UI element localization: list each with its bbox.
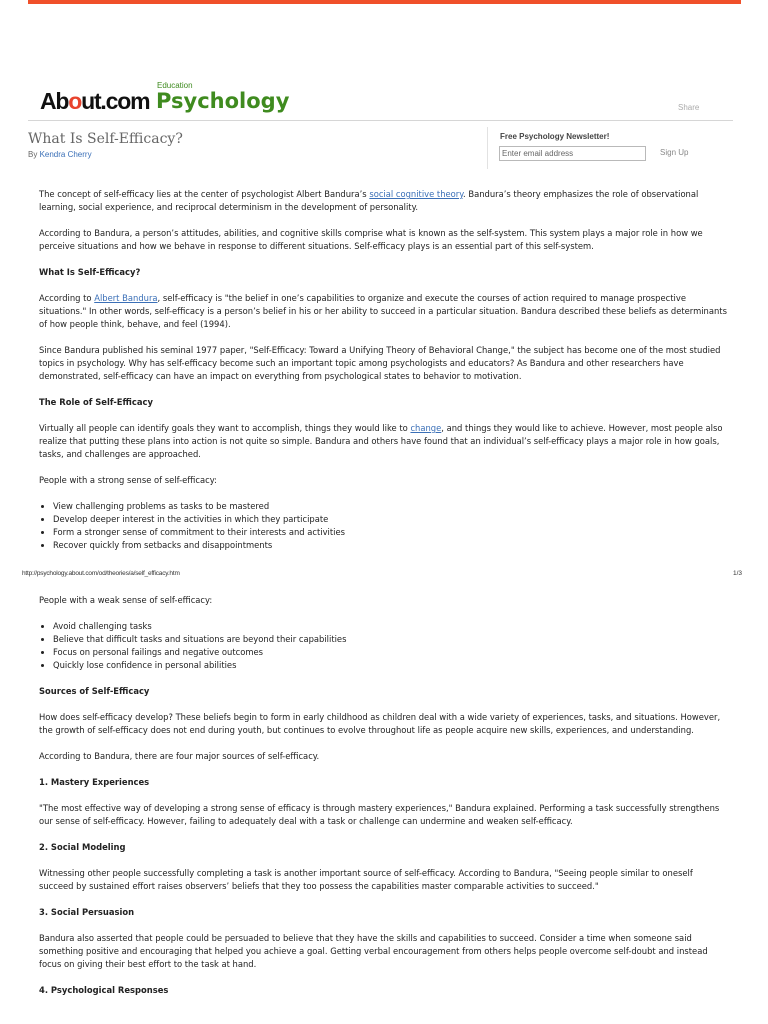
list-item: • Form a stronger sense of commitment to their interests and activities: [53, 526, 729, 539]
paragraph: According to Albert Bandura, self-efficacy is "the belief in one’s capabilities to organize and execute the courses of action required to manage prospective situations." In other words, self-efficacy is a person’s belief in his or her ability to succeed in a particular situation. Bandura described these beliefs as determinants of how people think, behave, and feel (1994).: [39, 293, 727, 329]
social-cognitive-theory-link[interactable]: social cognitive theory: [369, 189, 464, 199]
list-item: • Quickly lose confidence in personal abilities: [53, 659, 729, 672]
list-item: • Believe that difficult tasks and situations are beyond their capabilities: [53, 633, 729, 646]
strong-efficacy-list: [39, 500, 729, 552]
paragraph: People with a weak sense of self-efficacy:: [39, 595, 213, 605]
paragraph: People with a strong sense of self-efficacy:: [39, 475, 217, 485]
change-link[interactable]: change: [410, 423, 442, 433]
education-label: Education: [157, 81, 193, 90]
newsletter-divider: [487, 127, 488, 169]
section-heading: 1. Mastery Experiences: [39, 777, 150, 787]
section-heading: What Is Self-Efficacy?: [39, 267, 141, 277]
article-body-part-1: [39, 188, 729, 565]
email-field[interactable]: [499, 146, 646, 161]
list-item: • Focus on personal failings and negative outcomes: [53, 646, 729, 659]
list-item: • Recover quickly from setbacks and disappointments: [53, 539, 729, 552]
paragraph: Bandura also asserted that people could be persuaded to believe that they have the skills and capabilities to succeed. Consider a time when someone said something positive and encouraging that helped you achieve a goal. Getting verbal encouragement from others helps people overcome self-doubt and instead focus on giving their best effort to the task at hand.: [39, 933, 708, 969]
psychology-section-label: Psychology: [156, 89, 290, 113]
author-link[interactable]: Kendra Cherry: [39, 150, 92, 159]
header-divider: [28, 120, 733, 121]
section-heading: 4. Psychological Responses: [39, 985, 169, 995]
list-item: • Develop deeper interest in the activities in which they participate: [53, 513, 729, 526]
paragraph: The concept of self-efficacy lies at the center of psychologist Albert Bandura’s social cognitive theory. Bandura’s theory emphasizes the role of observational learning, social experience, and reciprocal determinism in the development of personality.: [39, 189, 699, 212]
list-item: • View challenging problems as tasks to be mastered: [53, 500, 729, 513]
paragraph: According to Bandura, there are four major sources of self-efficacy.: [39, 751, 320, 761]
page-number: 1/3: [733, 570, 743, 577]
byline: By Kendra Cherry: [28, 150, 92, 159]
section-heading: 3. Social Persuasion: [39, 907, 135, 917]
section-heading: The Role of Self-Efficacy: [39, 397, 153, 407]
paragraph: According to Bandura, a person’s attitudes, abilities, and cognitive skills comprise what is known as the self-system. This system plays a major role in how we perceive situations and how we behave in response to different situations. Self-efficacy plays is an essential part of this self-system.: [39, 228, 703, 251]
page-title: What Is Self-Efficacy?: [28, 131, 183, 147]
section-heading: 2. Social Modeling: [39, 842, 126, 852]
share-link[interactable]: Share: [678, 103, 700, 112]
top-accent-bar: [28, 0, 741, 4]
sign-up-button[interactable]: Sign Up: [660, 148, 689, 157]
weak-efficacy-list: [39, 620, 729, 672]
newsletter-title: Free Psychology Newsletter!: [500, 132, 610, 141]
section-heading: Sources of Self-Efficacy: [39, 686, 150, 696]
about-com-wordmark: About.com: [40, 88, 150, 114]
paragraph: How does self-efficacy develop? These beliefs begin to form in early childhood as children deal with a wide variety of experiences, tasks, and situations. However, the growth of self-efficacy does not end during youth, but continues to evolve throughout life as people acquire new skills, experiences, and understanding.: [39, 712, 721, 735]
albert-bandura-link[interactable]: Albert Bandura: [94, 293, 158, 303]
paragraph: Witnessing other people successfully completing a task is another important source of self-efficacy. According to Bandura, "Seeing people similar to oneself succeed by sustained effort raises observers’ beliefs that they too possess the capabilities master comparable activities to succeed.": [39, 868, 693, 891]
article-body-part-2: [39, 594, 729, 1010]
print-url-footer: http://psychology.about.com/od/theories/a/self_efficacy.htm: [22, 570, 180, 577]
paragraph: Since Bandura published his seminal 1977 paper, "Self-Efficacy: Toward a Unifying Theory of Behavioral Change," the subject has become one of the most studied topics in psychology. Why has self-efficacy become such an important topic among psychologists and educators? As Bandura and other researchers have demonstrated, self-efficacy can have an impact on everything from psychological states to behavior to motivation.: [39, 345, 721, 381]
paragraph: "The most effective way of developing a strong sense of efficacy is through mastery experiences," Bandura explained. Performing a task successfully strengthens our sense of self-efficacy. However, failing to adequately deal with a task or challenge can undermine and weaken self-efficacy.: [39, 803, 720, 826]
paragraph: Virtually all people can identify goals they want to accomplish, things they would like to change, and things they would like to achieve. However, most people also realize that putting these plans into action is not quite so simple. Bandura and others have found that an individual’s self-efficacy plays a major role in how goals, tasks, and challenges are approached.: [39, 423, 723, 459]
list-item: • Avoid challenging tasks: [53, 620, 729, 633]
